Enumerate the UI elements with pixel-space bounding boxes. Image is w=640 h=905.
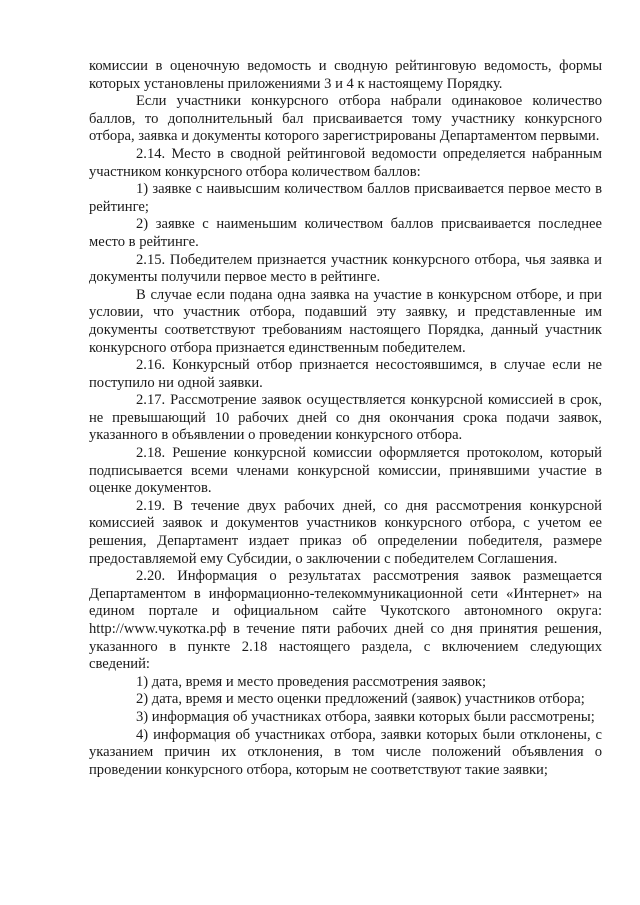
paragraph-2-19: 2.19. В течение двух рабочих дней, со дня рассмотрения конкурсной комиссией заявок и документов участников конкурсного отбора, с учетом ее решения, Департамент издает приказ об определении победителя, размере предоставляемой ему Субсидии, о заключении с победителем Соглашения. [89,497,602,567]
paragraph-equal-points: Если участники конкурсного отбора набрали одинаковое количество баллов, то дополнительный бал присваивается тому участнику конкурсного отбора, заявка и документы которого зарегистрированы Департаментом первыми. [89,93,602,145]
paragraph-2-20: 2.20. Информация о результатах рассмотрения заявок размещается Департаментом в информационно-телекоммуникационной сети «Интернет» на едином портале и официальном сайте Чукотского автономного округа: http://www.чукотка.рф в течение пяти рабочих дней со дня принятия решения, указанного в пункте 2.18 настоящего раздела, с включением следующих сведений: [89,568,602,673]
list-item-2-20-2: 2) дата, время и место оценки предложений (заявок) участников отбора; [136,691,585,708]
list-item-2-20-1: 1) дата, время и место проведения рассмотрения заявок; [136,673,487,690]
paragraph-2-14: 2.14. Место в сводной рейтинговой ведомости определяется набранным участником конкурсного отбора количеством баллов: [89,145,602,180]
paragraph-2-17: 2.17. Рассмотрение заявок осуществляется конкурсной комиссией в срок, не превышающий 10 рабочих дней со дня окончания срока подачи заявок, указанного в объявлении о проведении конкурсного отбора. [89,392,602,444]
list-item-2-14-1: 1) заявке с наивысшим количеством баллов присваивается первое место в рейтинге; [89,181,602,215]
paragraph-single-application: В случае если подана одна заявка на участие в конкурсном отборе, и при условии, что участник отбора, подавший эту заявку, и представленные им документы соответствуют требованиям настоящего Порядка, данный участник конкурсного отбора признается единственным победителем. [89,286,602,356]
paragraph-continuation: комиссии в оценочную ведомость и сводную рейтинговую ведомость, формы которых установлены приложениями 3 и 4 к настоящему Порядку. [89,58,602,92]
list-item-2-20-4: 4) информация об участниках отбора, заявки которых были отклонены, с указанием причин их отклонения, в том числе положений объявления о проведении конкурсного отбора, которым не соответствуют такие заявки; [89,726,602,778]
paragraph-2-16: 2.16. Конкурсный отбор признается несостоявшимся, в случае если не поступило ни одной заявки. [89,357,602,391]
document-page [89,58,602,779]
list-item-2-20-3: 3) информация об участниках отбора, заявки которых были рассмотрены; [136,708,595,725]
paragraph-2-18: 2.18. Решение конкурсной комиссии оформляется протоколом, который подписывается всеми членами конкурсной комиссии, принявшими участие в оценке документов. [89,445,602,497]
list-item-2-14-2: 2) заявке с наименьшим количеством баллов присваивается последнее место в рейтинге. [89,216,602,250]
paragraph-2-15: 2.15. Победителем признается участник конкурсного отбора, чья заявка и документы получили первое место в рейтинге. [89,251,602,286]
